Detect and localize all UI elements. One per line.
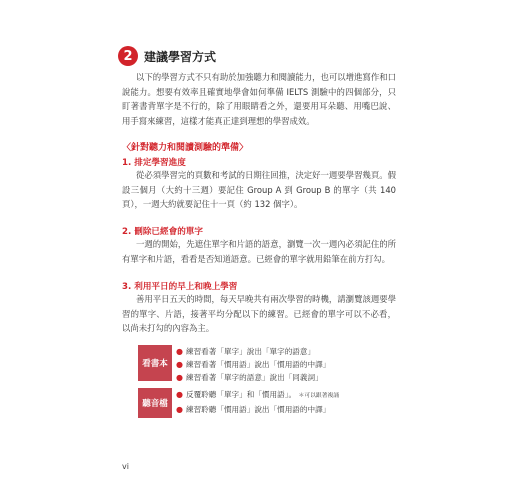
step-3-text: 善用平日五天的時間，每天早晚共有兩次學習的時機，請瀏覽該週要學習的單字、片語，接著平均分配以下的練習。已經會的單字可以不必看，以尚未打勾的內容為主。 bbox=[122, 294, 396, 334]
method-audio-tag-label: 聽音檔 bbox=[142, 399, 168, 409]
intro-paragraph: 以下的學習方式不只有助於加強聽力和閱讀能力，也可以增進寫作和口說能力。想要有效率且確實地學會如何準備 IELTS 測驗中的四個部分，只盯著書背單字是不行的，除了用眼睛看之外，還要用耳朵聽、用嘴巴說、用手寫來練習，這樣才能真正達到理想的學習成效。 bbox=[122, 72, 396, 126]
bullet-icon: ● bbox=[176, 390, 183, 399]
bullet-icon: ● bbox=[176, 347, 183, 356]
list-item: ● 練習看著「慣用語」說出「慣用語的中譯」 bbox=[176, 360, 331, 370]
page-number: vi bbox=[122, 462, 129, 471]
bullet-icon: ● bbox=[176, 405, 183, 415]
step-2-title: 2. 刪除已經會的單字 bbox=[122, 227, 203, 237]
section-heading bbox=[118, 46, 216, 66]
step-2-text: 一週的開始，先遮住單字和片語的語意，瀏覽一次一週內必須記住的所有單字和片語，看看是否知道語意。已經會的單字就用鉛筆在前方打勾。 bbox=[122, 239, 396, 264]
step-1-text: 從必須學習完的頁數和考試的日期往回推，決定好一週要學習幾頁。假設三個月（大約十三週）要記住 Group A 到 Group B 的單字（共 140 頁），一週大約就要記住十一頁（約 132 個字）。 bbox=[122, 170, 396, 210]
method-book-list bbox=[176, 345, 330, 385]
step-3-title: 3. 利用平日的早上和晚上學習 bbox=[122, 282, 238, 292]
method-book-tag-label: 看書本 bbox=[142, 359, 168, 369]
list-item: ● 反覆聆聽「單字」和「慣用語」。 ＊可以跟著複誦 bbox=[176, 390, 340, 399]
bracket-heading: 〈針對聽力和閱讀測驗的準備〉 bbox=[122, 143, 249, 153]
section-number-badge: 2 bbox=[118, 46, 138, 66]
method-audio-list bbox=[176, 388, 339, 416]
bullet-icon: ● bbox=[176, 373, 183, 383]
step-1-title: 1. 排定學習進度 bbox=[122, 158, 186, 168]
note: ＊可以跟著複誦 bbox=[298, 393, 340, 399]
list-item: ● 練習看著「單字的語意」說出「同義詞」 bbox=[176, 373, 323, 383]
list-item: ● 練習看著「單字」說出「單字的語意」 bbox=[176, 347, 316, 356]
method-audio-tag bbox=[138, 388, 172, 418]
bullet-icon: ● bbox=[176, 360, 183, 370]
list-item: ● 練習聆聽「慣用語」說出「慣用語的中譯」 bbox=[176, 405, 331, 415]
method-book-tag bbox=[138, 345, 172, 381]
section-title: 建議學習方式 bbox=[144, 49, 217, 64]
